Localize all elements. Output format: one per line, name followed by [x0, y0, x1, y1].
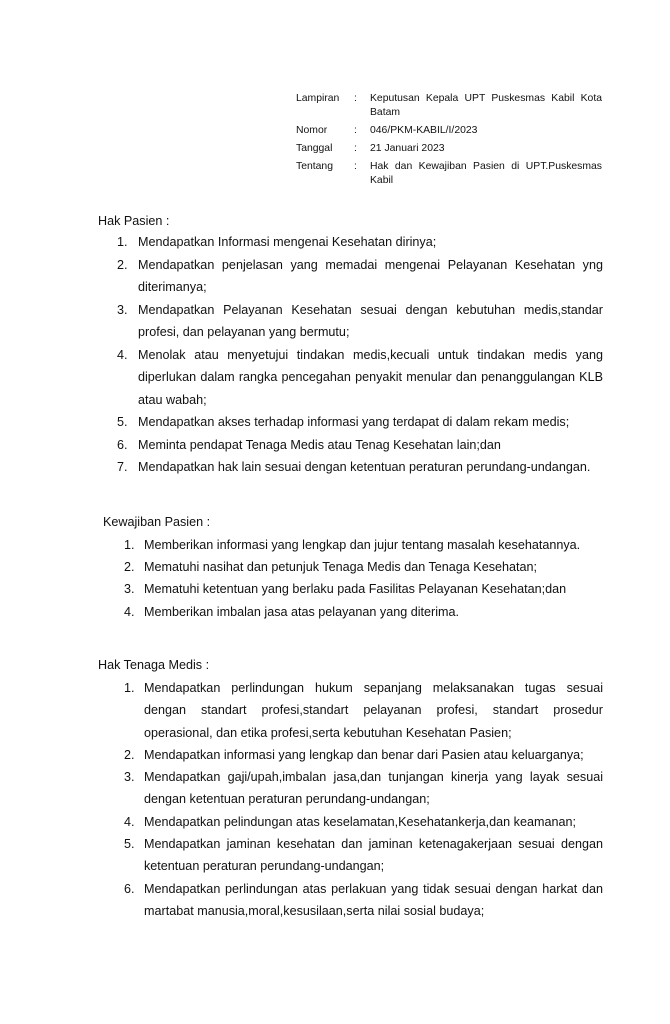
meta-colon: :	[354, 161, 357, 172]
list-item	[117, 299, 603, 344]
list-item	[124, 601, 608, 623]
section-title: Kewajiban Pasien :	[103, 515, 211, 529]
item-text: Meminta pendapat Tenaga Medis atau Tenag Kesehatan lain;dan	[138, 437, 501, 452]
document-meta	[296, 92, 602, 190]
section-kewajiban-pasien	[103, 514, 608, 623]
section-hak-tenaga-medis	[98, 657, 603, 922]
list-item	[124, 811, 603, 833]
meta-value: 046/PKM-KABIL/I/2023	[370, 125, 478, 136]
list-item	[117, 344, 603, 412]
hak-pasien-list	[117, 231, 603, 479]
list-item	[117, 231, 603, 254]
item-text: Memberikan imbalan jasa atas pelayanan yang diterima.	[144, 604, 460, 619]
item-text: Menolak atau menyetujui tindakan medis,kecuali untuk tindakan medis yang diperlukan dalam rangka pencegahan penyakit menular dan penanggulangan KLB atau wabah;	[138, 347, 603, 407]
meta-label: Lampiran	[296, 93, 340, 104]
list-item	[117, 411, 603, 434]
item-text: Mendapatkan perlindungan atas perlakuan yang tidak sesuai dengan harkat dan martabat manusia,moral,kesusilaan,serta nilai sosial budaya;	[144, 881, 603, 918]
item-number: 1.	[124, 681, 135, 695]
meta-tanggal	[296, 142, 602, 156]
list-item	[117, 456, 603, 479]
item-text: Mendapatkan Pelayanan Kesehatan sesuai dengan kebutuhan medis,standar profesi, dan pelayanan yang bermutu;	[138, 302, 603, 339]
list-item	[117, 434, 603, 457]
item-number: 2.	[124, 747, 135, 762]
item-number: 7.	[117, 460, 128, 474]
kewajiban-pasien-list	[124, 534, 608, 623]
meta-value: 21 Januari 2023	[370, 143, 445, 154]
list-item	[124, 556, 608, 578]
item-text: Mematuhi nasihat dan petunjuk Tenaga Medis dan Tenaga Kesehatan;	[144, 560, 538, 575]
item-number: 3.	[117, 302, 128, 317]
item-number: 2.	[124, 560, 135, 575]
item-number: 6.	[124, 881, 135, 896]
item-number: 4.	[117, 347, 128, 362]
item-text: Mendapatkan pelindungan atas keselamatan,Kesehatankerja,dan keamanan;	[144, 814, 576, 829]
item-number: 2.	[117, 257, 128, 272]
item-text: Mendapatkan penjelasan yang memadai mengenai Pelayanan Kesehatan yng diterimanya;	[138, 257, 603, 294]
item-number: 4.	[124, 604, 135, 619]
item-text: Memberikan informasi yang lengkap dan jujur tentang masalah kesehatannya.	[144, 538, 581, 552]
meta-lampiran	[296, 92, 602, 120]
item-text: Mendapatkan Informasi mengenai Kesehatan dirinya;	[138, 235, 437, 249]
item-text: Mendapatkan informasi yang lengkap dan benar dari Pasien atau keluarganya;	[144, 747, 584, 762]
list-item	[124, 878, 603, 923]
meta-label: Tanggal	[296, 143, 333, 154]
hak-tenaga-medis-list	[124, 677, 603, 922]
item-number: 6.	[117, 437, 128, 452]
item-text: Mendapatkan akses terhadap informasi yang terdapat di dalam rekam medis;	[138, 415, 570, 429]
item-number: 3.	[124, 770, 135, 785]
section-hak-pasien	[98, 213, 603, 479]
list-item	[124, 534, 608, 556]
item-text: Mendapatkan jaminan kesehatan dan jaminan ketenagakerjaan sesuai dengan ketentuan peraturan perundang-undangan;	[144, 837, 603, 874]
list-item	[124, 578, 608, 600]
list-item	[124, 833, 603, 878]
item-number: 4.	[124, 814, 135, 829]
section-title: Hak Tenaga Medis :	[98, 658, 210, 672]
item-number: 3.	[124, 582, 135, 597]
item-number: 5.	[117, 415, 128, 429]
item-number: 5.	[124, 837, 135, 852]
item-text: Mendapatkan perlindungan hukum sepanjang melaksanakan tugas sesuai dengan standart profesi,standart pelayanan profesi, standart prosedur operasional, dan etika profesi,serta kebutuhan Kesehatan Pasien;	[144, 681, 603, 740]
list-item	[124, 766, 603, 811]
meta-label: Tentang	[296, 161, 333, 172]
meta-value: Keputusan Kepala UPT Puskesmas Kabil Kota Batam	[370, 93, 602, 118]
meta-tentang	[296, 160, 602, 188]
meta-colon: :	[354, 93, 357, 104]
item-text: Mematuhi ketentuan yang berlaku pada Fasilitas Pelayanan Kesehatan;dan	[144, 582, 567, 597]
meta-nomor	[296, 124, 602, 138]
item-number: 1.	[117, 235, 128, 249]
meta-colon: :	[354, 125, 357, 136]
list-item	[117, 254, 603, 299]
list-item	[124, 677, 603, 744]
item-number: 1.	[124, 538, 135, 552]
meta-label: Nomor	[296, 125, 328, 136]
item-text: Mendapatkan hak lain sesuai dengan ketentuan peraturan perundang-undangan.	[138, 460, 591, 474]
list-item	[124, 744, 603, 766]
meta-colon: :	[354, 143, 357, 154]
section-title: Hak Pasien :	[98, 214, 170, 228]
item-text: Mendapatkan gaji/upah,imbalan jasa,dan tunjangan kinerja yang layak sesuai dengan ketentuan peraturan perundang-undangan;	[144, 770, 603, 807]
meta-value: Hak dan Kewajiban Pasien di UPT.Puskesmas Kabil	[370, 161, 602, 186]
